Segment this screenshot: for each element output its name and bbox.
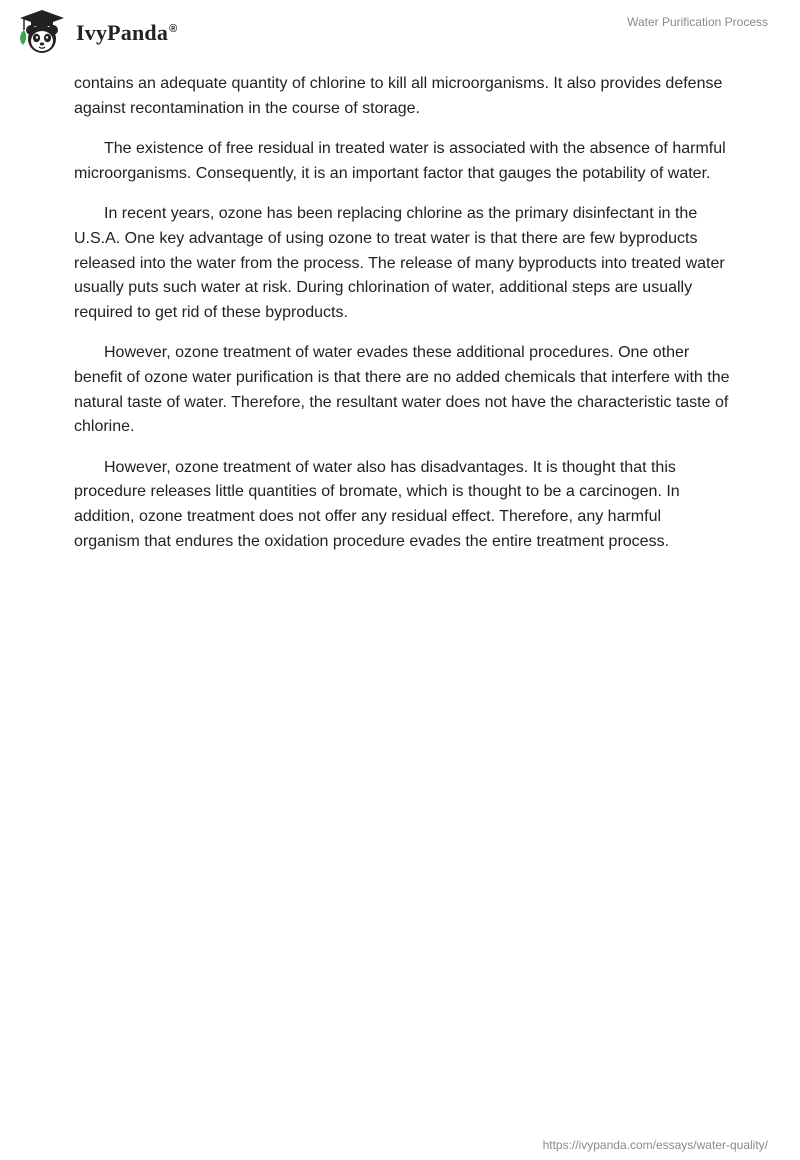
panda-graduate-icon: [16, 8, 68, 56]
paragraph-1: contains an adequate quantity of chlorine to kill all microorganisms. It also provides defense against recontamination in the course of storage.: [74, 75, 723, 117]
document-title: Water Purification Process: [627, 15, 768, 29]
brand-name: IvyPanda®: [76, 20, 178, 45]
source-url-link[interactable]: https://ivypanda.com/essays/water-quality/: [542, 1138, 768, 1152]
paragraph-4: However, ozone treatment of water evades these additional procedures. One other benefit of ozone water purification is that there are no added chemicals that interfere with the natural taste of water. Therefore, the resultant water does not have the characteristic taste of chlorine.: [74, 344, 730, 436]
brand-logo[interactable]: [16, 8, 177, 56]
paragraph-5: However, ozone treatment of water also has disadvantages. It is thought that this procedure releases little quantities of bromate, which is thought to be a carcinogen. In addition, ozone treatment does not offer any residual effect. Therefore, any harmful organism that endures the oxidation procedure evades the entire treatment process.: [74, 458, 680, 550]
registered-mark: ®: [169, 22, 178, 35]
paragraph-3: In recent years, ozone has been replacing chlorine as the primary disinfectant in the U.S.A. One key advantage of using ozone to treat water is that there are few byproducts released into the water from the process. The release of many byproducts into treated water usually puts such water at risk. During chlorination of water, additional steps are usually required to get rid of these byproducts.: [74, 205, 725, 321]
page-header: [0, 0, 800, 64]
paragraph-2: The existence of free residual in treated water is associated with the absence of harmful microorganisms. Consequently, it is an important factor that gauges the potability of water.: [74, 140, 726, 182]
essay-body: [74, 72, 730, 570]
